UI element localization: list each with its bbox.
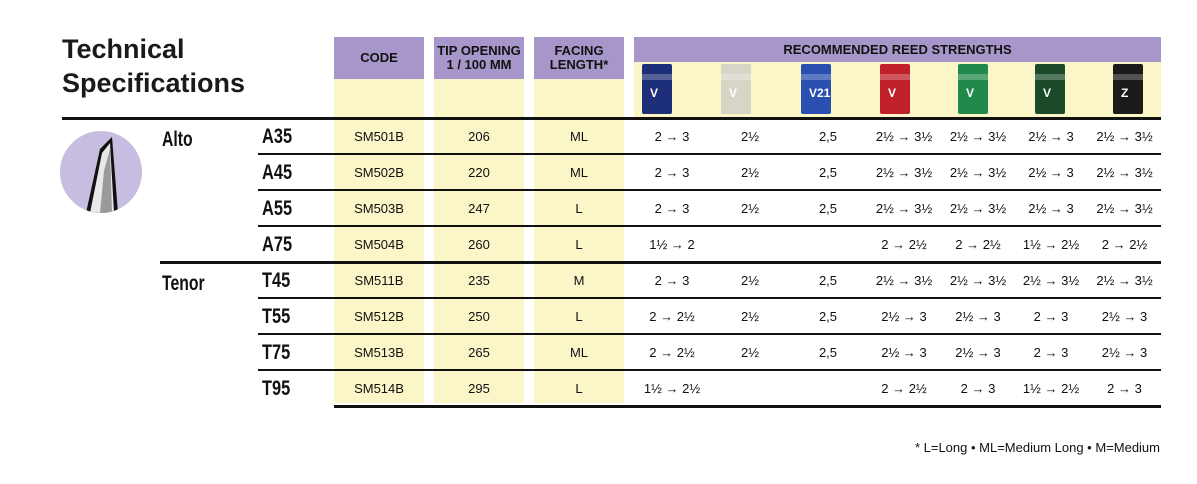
- reed-box-label: Z: [1121, 86, 1129, 100]
- title-line-2: Specifications: [62, 68, 246, 98]
- header-facing-length: FACING LENGTH*: [534, 37, 624, 79]
- cell-strength-3: 2,5: [818, 345, 838, 360]
- cell-strength-2: [712, 228, 788, 261]
- cell-strength-6: 2½ → 3½: [1022, 273, 1080, 288]
- cell-strength-2: 2½: [740, 165, 760, 180]
- cell-tip: 265: [468, 345, 490, 360]
- reed-box-1: [642, 64, 672, 114]
- cell-strength-1: 2 → 2½: [649, 309, 695, 324]
- reed-box-images: [634, 62, 1161, 117]
- cell-strength-5: 2 → 3: [960, 381, 996, 396]
- cell-strength-1: 1½ → 2½: [643, 381, 701, 396]
- cell-strength-2: 2½: [740, 273, 760, 288]
- cell-strength-3: [790, 372, 866, 405]
- page-title: [62, 32, 245, 100]
- model-name: A35: [262, 125, 293, 148]
- reed-box-6: [1035, 64, 1065, 114]
- cell-strength-7: 2½ → 3: [1101, 345, 1148, 360]
- cell-strength-4: 2½ → 3: [881, 345, 927, 360]
- row-divider: [258, 153, 1161, 155]
- cell-strength-5: 2½ → 3: [955, 345, 1001, 360]
- reed-box-3: [801, 64, 831, 114]
- model-name: T75: [262, 341, 291, 364]
- model-name: A45: [262, 161, 293, 184]
- group-label-tenor: Tenor: [162, 272, 205, 295]
- cell-code: SM512B: [354, 309, 404, 324]
- cell-code: SM511B: [354, 273, 404, 288]
- cell-strength-1: 2 → 3: [654, 273, 690, 288]
- cell-strength-1: 2 → 2½: [649, 345, 695, 360]
- cell-strength-7: 2½ → 3½: [1096, 165, 1153, 180]
- left-top-rule: [62, 117, 262, 120]
- reed-box-label: V: [888, 86, 897, 100]
- saxophone-mouthpiece-image: [60, 131, 142, 213]
- reed-box-2: [721, 64, 751, 114]
- reed-box-label: V: [650, 86, 659, 100]
- cell-tip: 260: [468, 237, 490, 252]
- cell-strength-1: 2 → 3: [654, 129, 690, 144]
- reed-box-label: V: [1043, 86, 1052, 100]
- cell-strength-3: 2,5: [818, 273, 838, 288]
- cell-strength-2: 2½: [740, 201, 760, 216]
- cell-code: SM503B: [354, 201, 404, 216]
- cell-strength-6: 1½ → 2½: [1022, 237, 1080, 252]
- cell-strength-3: 2,5: [818, 201, 838, 216]
- cell-tip: 220: [468, 165, 490, 180]
- cell-facing: L: [575, 309, 583, 324]
- cell-strength-6: 2½ → 3: [1028, 129, 1074, 144]
- cell-strength-3: 2,5: [818, 309, 838, 324]
- cell-strength-5: 2½ → 3: [955, 309, 1001, 324]
- header-recommended-strengths: RECOMMENDED REED STRENGTHS: [634, 37, 1161, 62]
- cell-tip: 250: [468, 309, 490, 324]
- footnote: * L=Long • ML=Medium Long • M=Medium: [914, 440, 1160, 455]
- row-divider: [258, 225, 1161, 227]
- cell-strength-4: 2½ → 3½: [875, 165, 933, 180]
- cell-facing: ML: [569, 345, 589, 360]
- row-divider: [258, 189, 1161, 191]
- cell-strength-4: 2 → 2½: [881, 381, 927, 396]
- reed-box-5: [958, 64, 988, 114]
- model-name: T95: [262, 377, 291, 400]
- cell-strength-3: 2,5: [818, 165, 838, 180]
- cell-strength-5: 2½ → 3½: [949, 129, 1007, 144]
- header-code-filler: [334, 79, 424, 117]
- model-name: A55: [262, 197, 293, 220]
- cell-tip: 247: [468, 201, 490, 216]
- cell-tip: 295: [468, 381, 490, 396]
- cell-strength-7: 2½ → 3½: [1096, 201, 1153, 216]
- cell-strength-4: 2½ → 3½: [875, 129, 933, 144]
- cell-strength-5: 2½ → 3½: [949, 273, 1007, 288]
- cell-strength-4: 2½ → 3: [881, 309, 927, 324]
- cell-strength-2: 2½: [740, 129, 760, 144]
- header-tip-opening: TIP OPENING 1 / 100 MM: [434, 37, 524, 79]
- cell-facing: ML: [569, 129, 589, 144]
- reed-box-label: V: [729, 86, 738, 100]
- cell-strength-5: 2 → 2½: [955, 237, 1001, 252]
- header-facing-filler: [534, 79, 624, 117]
- cell-strength-5: 2½ → 3½: [949, 201, 1007, 216]
- cell-strength-6: 1½ → 2½: [1022, 381, 1080, 396]
- cell-facing: M: [573, 273, 585, 288]
- reed-box-label: V: [966, 86, 975, 100]
- group-label-alto: Alto: [162, 128, 193, 151]
- cell-strength-7: 2½ → 3: [1101, 309, 1148, 324]
- row-divider: [334, 405, 1161, 408]
- cell-strength-7: 2½ → 3½: [1096, 129, 1153, 144]
- model-name: T55: [262, 305, 291, 328]
- cell-strength-6: 2½ → 3: [1028, 165, 1074, 180]
- cell-tip: 235: [468, 273, 490, 288]
- title-line-1: Technical: [62, 34, 185, 64]
- cell-strength-1: 2 → 3: [654, 165, 690, 180]
- cell-strength-6: 2 → 3: [1033, 345, 1069, 360]
- cell-strength-5: 2½ → 3½: [949, 165, 1007, 180]
- reed-box-label: V21: [809, 86, 831, 100]
- header-tip-filler: [434, 79, 524, 117]
- cell-strength-7: 2 → 3: [1107, 381, 1142, 396]
- cell-tip: 206: [468, 129, 490, 144]
- model-name: A75: [262, 233, 293, 256]
- cell-strength-4: 2½ → 3½: [875, 201, 933, 216]
- cell-strength-3: [790, 228, 866, 261]
- cell-code: SM501B: [354, 129, 404, 144]
- cell-code: SM504B: [354, 237, 404, 252]
- row-divider: [258, 297, 1161, 299]
- cell-strength-7: 2 → 2½: [1101, 237, 1148, 252]
- cell-strength-4: 2½ → 3½: [875, 273, 933, 288]
- cell-facing: L: [575, 381, 583, 396]
- cell-strength-2: 2½: [740, 345, 760, 360]
- cell-strength-7: 2½ → 3½: [1096, 273, 1153, 288]
- cell-code: SM514B: [354, 381, 404, 396]
- reed-box-7: [1113, 64, 1143, 114]
- cell-strength-6: 2 → 3: [1033, 309, 1069, 324]
- reed-box-4: [880, 64, 910, 114]
- cell-facing: L: [575, 237, 583, 252]
- header-code: CODE: [334, 37, 424, 79]
- cell-strength-2: [712, 372, 788, 405]
- cell-strength-2: 2½: [740, 309, 760, 324]
- cell-strength-1: 2 → 3: [654, 201, 690, 216]
- cell-code: SM502B: [354, 165, 404, 180]
- row-divider: [258, 333, 1161, 335]
- row-divider: [258, 369, 1161, 371]
- cell-strength-3: 2,5: [818, 129, 838, 144]
- cell-facing: L: [575, 201, 583, 216]
- cell-code: SM513B: [354, 345, 404, 360]
- cell-strength-4: 2 → 2½: [881, 237, 927, 252]
- model-name: T45: [262, 269, 291, 292]
- cell-facing: ML: [569, 165, 589, 180]
- cell-strength-1: 1½ → 2: [649, 237, 695, 252]
- cell-strength-6: 2½ → 3: [1028, 201, 1074, 216]
